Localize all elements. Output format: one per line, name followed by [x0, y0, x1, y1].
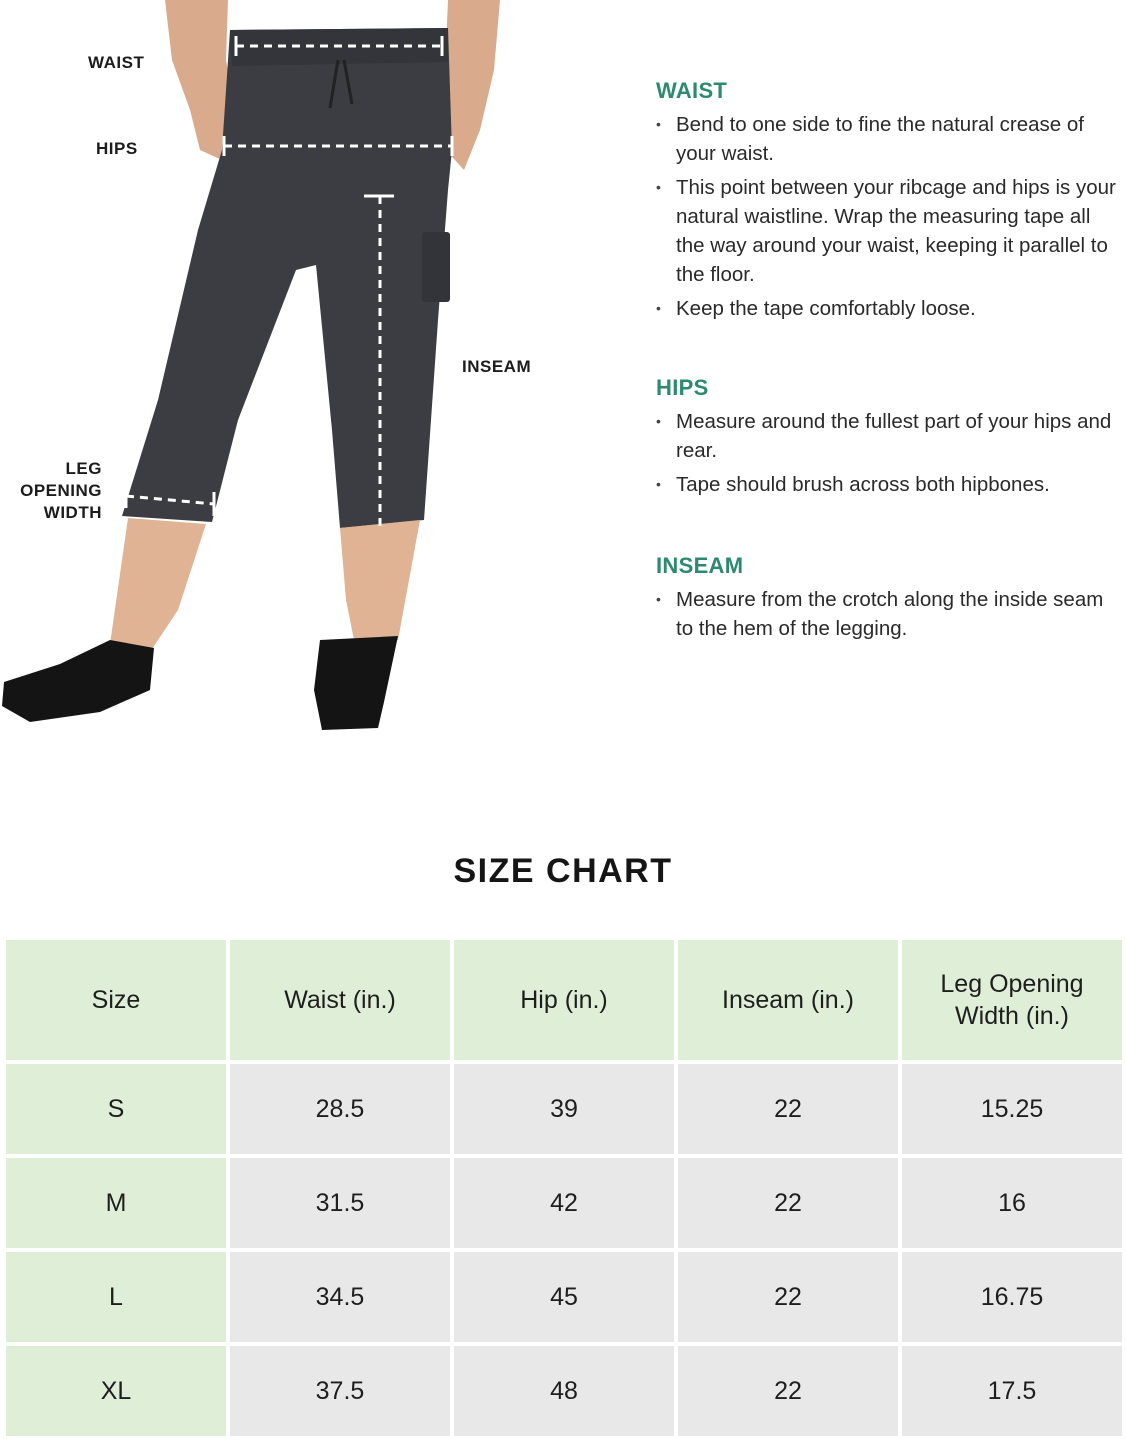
inseam-cell: 22 — [678, 1346, 898, 1436]
table-row — [6, 1346, 1122, 1436]
measurement-illustration — [0, 0, 640, 760]
bullet-item: • Bend to one side to fine the natural crease of your waist. — [656, 110, 1116, 168]
left-calf-shape — [110, 518, 206, 652]
leg-opening-cell: 16 — [902, 1158, 1122, 1248]
table-row — [6, 1064, 1122, 1154]
table-row — [6, 1252, 1122, 1342]
waist-cell: 37.5 — [230, 1346, 450, 1436]
left-shoe-shape — [2, 640, 154, 722]
pants-illustration — [0, 0, 640, 760]
inseam-bullet-list — [656, 585, 1116, 643]
size-cell: XL — [6, 1346, 226, 1436]
leg-opening-cell: 16.75 — [902, 1252, 1122, 1342]
waist-cell: 31.5 — [230, 1158, 450, 1248]
bullet-item: • Tape should brush across both hipbones. — [656, 470, 1116, 499]
column-header-waist: Waist (in.) — [230, 940, 450, 1060]
leg-opening-cell: 17.5 — [902, 1346, 1122, 1436]
waist-cell: 34.5 — [230, 1252, 450, 1342]
size-cell: M — [6, 1158, 226, 1248]
bullet-item: • Measure from the crotch along the inside seam to the hem of the legging. — [656, 585, 1116, 643]
bullet-item: • Measure around the fullest part of your hips and rear. — [656, 407, 1116, 465]
inseam-cell: 22 — [678, 1252, 898, 1342]
waist-bullet-list — [656, 110, 1116, 323]
waist-cell: 28.5 — [230, 1064, 450, 1154]
waist-diagram-label: WAIST — [88, 53, 145, 72]
bullet-item: • This point between your ribcage and hips is your natural waistline. Wrap the measuring tape all the way around your waist, keeping it parallel to the floor. — [656, 173, 1116, 289]
column-header-leg-opening: Leg Opening Width (in.) — [902, 940, 1122, 1060]
inseam-section-title: INSEAM — [656, 553, 744, 578]
leg-opening-diagram-label: LEG OPENING WIDTH — [20, 459, 102, 522]
waist-section-title: WAIST — [656, 78, 728, 103]
hip-cell: 39 — [454, 1064, 674, 1154]
inseam-section — [656, 553, 1116, 648]
pants-shape — [122, 28, 452, 528]
size-cell: L — [6, 1252, 226, 1342]
right-shoe-shape — [314, 636, 398, 730]
size-chart-title: SIZE CHART — [453, 852, 673, 890]
hip-cell: 48 — [454, 1346, 674, 1436]
hips-section — [656, 375, 1116, 504]
size-chart-table — [2, 936, 1126, 1440]
waist-section — [656, 78, 1116, 328]
hip-cell: 42 — [454, 1158, 674, 1248]
size-cell: S — [6, 1064, 226, 1154]
bullet-item: • Keep the tape comfortably loose. — [656, 294, 1116, 323]
right-calf-shape — [340, 520, 420, 650]
cargo-pocket-shape — [422, 232, 450, 302]
hips-bullet-list — [656, 407, 1116, 499]
leg-opening-cell: 15.25 — [902, 1064, 1122, 1154]
inseam-cell: 22 — [678, 1158, 898, 1248]
inseam-diagram-label: INSEAM — [462, 357, 532, 376]
column-header-inseam: Inseam (in.) — [678, 940, 898, 1060]
hips-diagram-label: HIPS — [96, 139, 138, 158]
column-header-size: Size — [6, 940, 226, 1060]
column-header-hip: Hip (in.) — [454, 940, 674, 1060]
table-header-row — [6, 940, 1122, 1060]
hips-section-title: HIPS — [656, 375, 709, 400]
inseam-cell: 22 — [678, 1064, 898, 1154]
hip-cell: 45 — [454, 1252, 674, 1342]
table-row — [6, 1158, 1122, 1248]
